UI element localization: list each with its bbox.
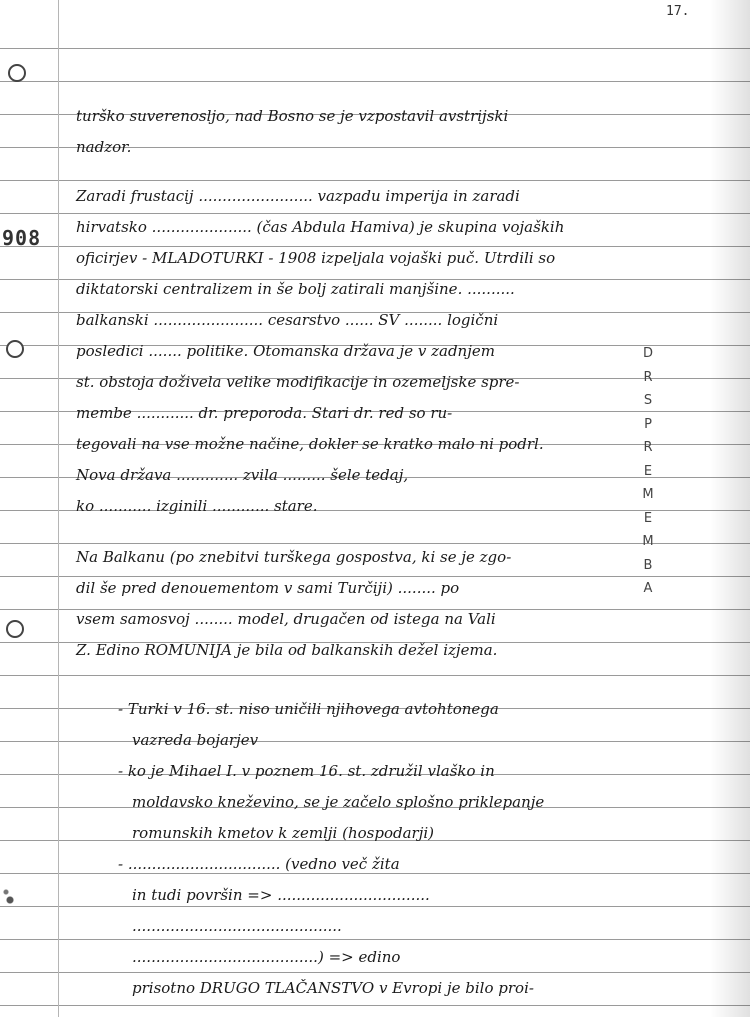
vertical-letter: R: [643, 440, 653, 455]
text-line: vsem samosvoj ........ model, drugačen od istega na Vali: [76, 610, 496, 628]
margin-line: [58, 0, 59, 1017]
scan-edge-shadow: [710, 0, 750, 1017]
punch-hole-icon: [6, 620, 24, 638]
vertical-letter: B: [643, 557, 653, 573]
list-item: in tudi površin => ................................: [132, 886, 430, 904]
text-line: oficirjev - MLADOTURKI - 1908 izpeljala vojaški puč. Utrdili so: [76, 249, 556, 267]
list-item: vazreda bojarjev: [132, 731, 259, 749]
text-line: turško suverenosljo, nad Bosno se je vzpostavil avstrijski: [76, 107, 509, 125]
text-line: Nova država ............. zvila ......... šele tedaj,: [76, 466, 409, 484]
margin-note: 908: [2, 226, 42, 250]
vertical-margin-word: [638, 348, 658, 595]
text-line: Zaradi frustacij ........................ vazpadu imperija in zaradi: [76, 187, 520, 205]
text-line: membe ............ dr. preporoda. Stari dr. red so ru-: [76, 404, 453, 422]
vertical-letter: A: [643, 581, 653, 596]
vertical-letter: M: [642, 487, 654, 502]
page-number: 17.: [666, 4, 690, 19]
list-item: prisotno DRUGO TLAČANSTVO v Evropi je bilo proi-: [132, 979, 534, 997]
text-line: dil še pred denouementom v sami Turčiji) ........ po: [76, 579, 460, 597]
vertical-letter: R: [643, 369, 653, 385]
text-line: hirvatsko ..................... (čas Abdula Hamiva) je skupina vojaških: [76, 218, 565, 236]
text-line: tegovali na vse možne načine, dokler se kratko malo ni podrl.: [76, 435, 544, 453]
list-item: - Turki v 16. st. niso uničili njihovega avtohtonega: [118, 700, 499, 718]
text-line: Na Balkanu (po znebitvi turškega gospostva, ki se je zgo-: [76, 548, 512, 566]
punch-hole-icon: [6, 340, 24, 358]
vertical-letter: E: [643, 463, 653, 479]
text-line: ko ........... izginili ............ stare.: [76, 497, 318, 515]
text-line: balkanski ....................... cesarstvo ...... SV ........ logični: [76, 311, 499, 329]
list-item: ............................................: [132, 917, 342, 935]
text-line: st. obstoja doživela velike modifikacije in ozemeljske spre-: [76, 373, 520, 391]
text-line: nadzor.: [76, 138, 132, 156]
list-item: - ko je Mihael I. v poznem 16. st. združil vlaško in: [118, 762, 495, 780]
text-line: Z. Edino ROMUNIJA je bila od balkanskih dežel izjema.: [76, 641, 498, 659]
vertical-letter: M: [642, 534, 654, 549]
list-item: moldavsko kneževino, se je začelo splošno priklepanje: [132, 793, 545, 811]
scan-specks: [0, 880, 22, 920]
list-item: .......................................) => edino: [132, 948, 401, 966]
text-line: diktatorski centralizem in še bolj zatirali manjšine. ..........: [76, 280, 515, 298]
vertical-letter: P: [644, 416, 652, 432]
list-item: romunskih kmetov k zemlji (hospodarji): [132, 824, 435, 842]
vertical-letter: S: [643, 393, 653, 408]
list-item: - ................................ (vedno več žita: [118, 855, 400, 873]
punch-hole-icon: [8, 64, 26, 82]
vertical-letter: D: [642, 346, 653, 361]
text-line: posledici ....... politike. Otomanska država je v zadnjem: [76, 342, 495, 360]
vertical-letter: E: [643, 510, 653, 526]
